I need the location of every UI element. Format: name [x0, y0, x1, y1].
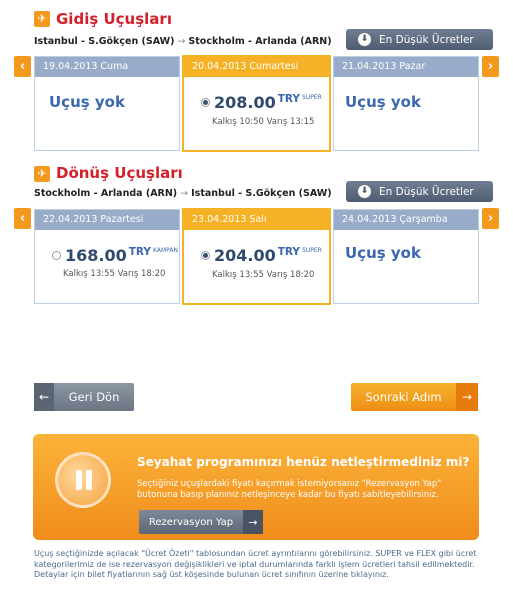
day-date: 19.04.2013 Cuma [35, 57, 179, 77]
day-date: 21.04.2013 Pazar [334, 57, 478, 77]
outbound-day-card-selected[interactable] [182, 55, 331, 152]
chevron-left-icon: ‹ [19, 211, 26, 226]
download-icon: ⬇ [358, 33, 371, 46]
return-day-card-selected[interactable] [182, 208, 331, 305]
route-origin: Stockholm - Arlanda (ARN) [34, 188, 178, 199]
return-lowest-fares-button[interactable] [346, 181, 493, 202]
return-route [34, 188, 332, 199]
lowest-fares-label: En Düşük Ücretler [379, 33, 474, 46]
arrow-left-icon: ← [34, 383, 54, 411]
fare-class-link[interactable]: SUPER [302, 94, 322, 101]
fare-currency: TRY [277, 93, 301, 105]
promo-text: Seçtiğiniz uçuşlardaki fiyatı kaçırmak istemiyorsanız "Rezervasyon Yap" butonuna basıp planınız netleşinceye kadar bu fiyatı sabitleyebilirsiniz. [137, 479, 442, 500]
chevron-right-icon: › [487, 211, 494, 226]
return-next-day-button[interactable] [482, 208, 499, 229]
no-flight-label: Uçuş yok [345, 93, 421, 111]
fare-currency: TRY [277, 246, 301, 258]
outbound-prev-day-button[interactable] [14, 56, 31, 77]
route-arrow-icon: → [177, 36, 186, 47]
fare-price: 168.00 [65, 246, 127, 265]
plane-icon: ✈ [34, 166, 50, 182]
fare-price: 208.00 [214, 93, 276, 112]
day-date: 22.04.2013 Pazartesi [35, 210, 179, 230]
no-flight-label: Uçuş yok [49, 93, 125, 111]
outbound-day-card[interactable] [333, 56, 479, 151]
fare-radio[interactable] [201, 98, 210, 107]
route-destination: Istanbul - S.Gökçen (SAW) [191, 188, 332, 199]
return-title: Dönüş Uçuşları [56, 164, 183, 182]
fare-class-link[interactable]: KAMPAN [153, 247, 178, 254]
fare-class-link[interactable]: SUPER [302, 247, 322, 254]
chevron-right-icon: › [487, 59, 494, 74]
back-button-label: Geri Dön [68, 390, 120, 404]
day-date: 23.04.2013 Salı [184, 210, 329, 230]
arrow-right-icon: → [243, 510, 263, 534]
outbound-lowest-fares-button[interactable] [346, 29, 493, 50]
promo-title: Seyahat programınızı henüz netleştirmediniz mi? [137, 455, 470, 469]
return-prev-day-button[interactable] [14, 208, 31, 229]
outbound-route [34, 36, 332, 47]
next-step-button[interactable] [351, 383, 478, 411]
plane-icon: ✈ [34, 11, 50, 27]
route-arrow-icon: → [180, 188, 189, 199]
return-day-card[interactable] [333, 209, 479, 304]
reserve-button[interactable] [139, 510, 263, 534]
route-origin: Istanbul - S.Gökçen (SAW) [34, 36, 175, 47]
day-date: 20.04.2013 Cumartesi [184, 57, 329, 77]
arrow-right-icon: → [456, 383, 478, 411]
fare-radio[interactable] [201, 251, 210, 260]
flight-times: Kalkış 13:55 Varış 18:20 [63, 269, 166, 279]
fare-radio[interactable] [52, 251, 61, 260]
outbound-day-card[interactable] [34, 56, 180, 151]
fare-price: 204.00 [214, 246, 276, 265]
flight-times: Kalkış 13:55 Varış 18:20 [212, 270, 315, 280]
reserve-button-label: Rezervasyon Yap [148, 516, 234, 528]
fare-currency: TRY [128, 246, 152, 258]
return-day-card[interactable] [34, 209, 180, 304]
outbound-title: Gidiş Uçuşları [56, 10, 172, 28]
chevron-left-icon: ‹ [19, 59, 26, 74]
next-step-label: Sonraki Adım [365, 390, 442, 404]
back-button[interactable] [34, 383, 134, 411]
flight-times: Kalkış 10:50 Varış 13:15 [212, 117, 315, 127]
route-destination: Stockholm - Arlanda (ARN) [188, 36, 332, 47]
day-date: 24.04.2013 Çarşamba [334, 210, 478, 230]
no-flight-label: Uçuş yok [345, 244, 421, 262]
download-icon: ⬇ [358, 185, 371, 198]
pause-hand-icon [55, 452, 111, 508]
lowest-fares-label: En Düşük Ücretler [379, 185, 474, 198]
reservation-promo-banner [33, 434, 479, 540]
outbound-next-day-button[interactable] [482, 56, 499, 77]
fare-footnote: Uçuş seçtiğinizde açılacak "Ücret Özeti" tablosundan ücret ayrıntılarını görebilirsiniz. SUPER ve FLEX gibi ücret kategorilerimiz de ise rezervasyon değişiklikleri ve iptal durumlarında farklı işlem ücretleri tahsil edilmektedir. Detaylar için bilet fiyatlarının sağ üst köşesinde bulunan ücret sınıfının üzerine tıklayınız. [34, 549, 477, 579]
